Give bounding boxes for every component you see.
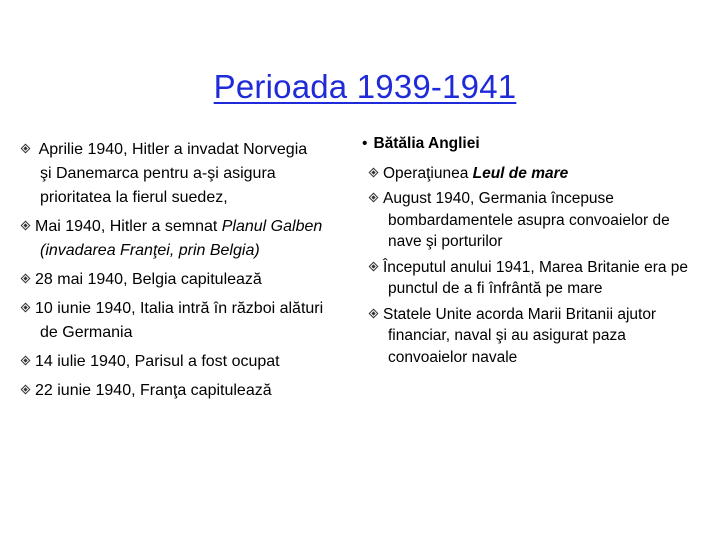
first-line <box>22 141 307 158</box>
diamond-bullet-icon <box>369 261 379 271</box>
item-text-wrap <box>370 306 656 366</box>
diamond-bullet-icon <box>369 193 379 203</box>
left-column <box>14 138 334 408</box>
list-item <box>362 304 692 369</box>
diamond-bullet-icon <box>369 308 379 318</box>
item-text: 10 iunie 1940, Italia intră în război alături de Germania <box>35 300 324 341</box>
diamond-bullet-icon <box>21 385 31 395</box>
item-text: 14 iulie 1940, Parisul a fost ocupat <box>35 353 280 370</box>
item-text-wrap <box>22 218 322 259</box>
slide-title: Perioada 1939-1941 <box>213 68 517 105</box>
item-text-wrap <box>22 271 262 288</box>
list-item <box>14 138 334 210</box>
item-text: 22 iunie 1940, Franţa capitulează <box>35 382 272 399</box>
diamond-bullet-icon <box>369 167 379 177</box>
item-text-wrap <box>370 190 670 250</box>
round-bullet-icon: • <box>362 135 368 152</box>
item-text-wrap <box>370 165 568 182</box>
diamond-bullet-icon <box>21 274 31 284</box>
item-text: Începutul anului 1941, Marea Britanie era pe punctul de a fi înfrântă pe mare <box>383 258 689 297</box>
list-item <box>14 297 334 345</box>
list-item <box>362 163 692 185</box>
section-heading <box>362 133 692 155</box>
item-text-wrap <box>22 300 323 341</box>
item-text-continued: şi Danemarca pentru a-şi asigura prioritatea la fierul suedez, <box>40 165 276 206</box>
item-text: Aprilie 1940, Hitler a invadat Norvegia <box>38 141 308 158</box>
diamond-bullet-icon <box>21 356 31 366</box>
right-column <box>362 133 692 372</box>
item-text: August 1940, Germania începuse bombardamentele asupra convoaielor de nave şi porturilor <box>383 190 670 250</box>
list-item <box>14 350 334 374</box>
list-item <box>14 215 334 263</box>
item-text-wrap <box>22 353 280 370</box>
item-text-italic: Planul Galben (invadarea Franţei, prin Belgia) <box>40 218 323 259</box>
diamond-bullet-icon <box>21 303 31 313</box>
item-text-bold-italic: Leul de mare <box>472 164 569 182</box>
list-item <box>362 188 692 253</box>
list-item <box>362 257 692 300</box>
diamond-bullet-icon <box>21 221 31 231</box>
item-text: Statele Unite acorda Marii Britanii ajutor financiar, naval şi au asigurat paza convoaielor navale <box>383 305 657 366</box>
item-text: Mai 1940, Hitler a semnat <box>35 218 222 235</box>
item-text: 28 mai 1940, Belgia capitulează <box>35 271 262 288</box>
item-text-wrap <box>22 382 272 399</box>
list-item <box>14 268 334 292</box>
list-item <box>14 379 334 403</box>
item-text-wrap <box>370 259 688 298</box>
heading-text: Bătălia Angliei <box>373 135 480 152</box>
diamond-bullet-icon <box>21 144 31 154</box>
item-text: Operaţiunea <box>383 164 473 182</box>
